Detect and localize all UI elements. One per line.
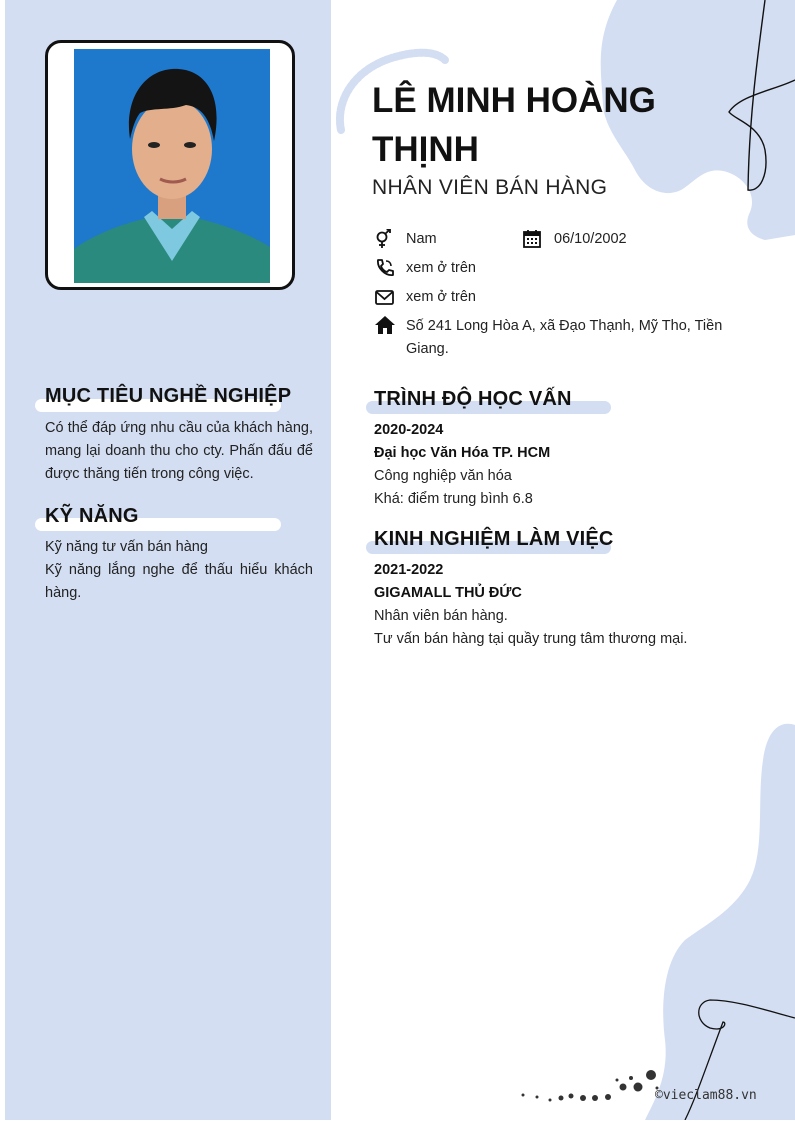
candidate-name: LÊ MINH HOÀNG THỊNH [372,81,656,169]
profile-photo [74,49,270,283]
experience-description: Tư vấn bán hàng tại quầy trung tâm thương mại. [374,631,688,647]
skill-item: Kỹ năng lắng nghe để thấu hiểu khách hàng. [45,562,313,601]
education-major: Công nghiệp văn hóa [374,468,512,484]
education-title: TRÌNH ĐỘ HỌC VẤN [374,388,572,410]
address-value: Số 241 Long Hòa A, xã Đạo Thạnh, Mỹ Tho, Tiền Giang. [406,318,723,357]
experience-period: 2021-2022 [374,562,444,578]
calendar-icon [522,229,544,249]
objective-title: MỤC TIÊU NGHỀ NGHIỆP [45,385,292,407]
cv-page [5,0,795,1120]
experience-title: KINH NGHIỆM LÀM VIỆC [374,528,614,550]
job-title: NHÂN VIÊN BÁN HÀNG [372,176,608,199]
sidebar [5,0,331,1120]
experience-position: Nhân viên bán hàng. [374,608,508,624]
objective-text: Có thể đáp ứng nhu cầu của khách hàng, mang lại doanh thu cho cty. Phấn đấu để được thăng tiến trong công việc. [45,420,313,482]
gender-value: Nam [406,231,437,247]
birthday-value: 06/10/2002 [554,231,627,247]
education-school: Đại học Văn Hóa TP. HCM [374,445,551,461]
phone-value: xem ở trên [406,260,476,276]
education-period: 2020-2024 [374,422,444,438]
phone-icon [374,258,396,278]
education-grade: Khá: điểm trung bình 6.8 [374,491,533,507]
email-value: xem ở trên [406,289,476,305]
skill-item: Kỹ năng tư vấn bán hàng [45,539,208,555]
skills-title: KỸ NĂNG [45,505,139,527]
photo-frame [45,40,295,290]
watermark: ©vieclam88.vn [655,1088,757,1103]
experience-company: GIGAMALL THỦ ĐỨC [374,585,522,601]
email-icon [374,288,396,308]
gender-icon [374,229,396,249]
home-icon [374,315,396,335]
